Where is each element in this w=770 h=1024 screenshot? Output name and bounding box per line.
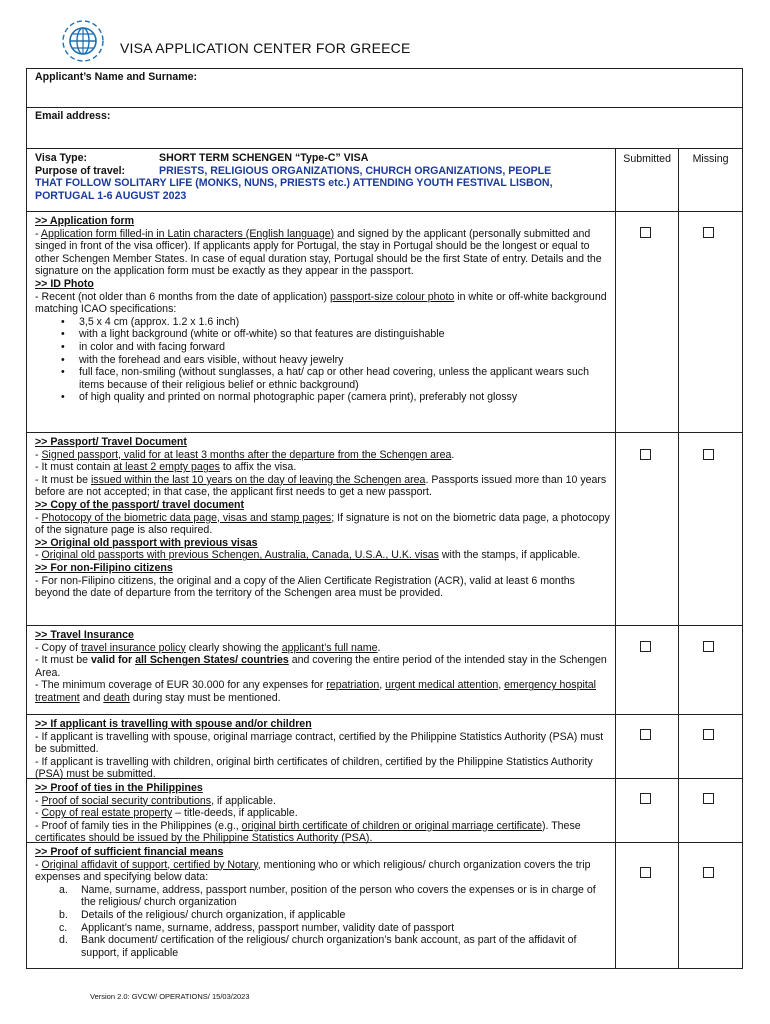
purpose-value-3: PORTUGAL 1-6 AUGUST 2023 xyxy=(35,189,187,202)
application-submitted-checkbox[interactable] xyxy=(640,227,651,238)
globe-logo-icon xyxy=(60,18,106,64)
insurance-missing-checkbox[interactable] xyxy=(703,641,714,652)
list-item: b. Details of the religious/ church organization, if applicable xyxy=(59,908,346,921)
financial-list xyxy=(35,884,611,960)
name-field-box[interactable] xyxy=(26,68,743,108)
spouse-submitted-checkbox[interactable] xyxy=(640,729,651,740)
spouse-missing-checkbox[interactable] xyxy=(703,729,714,740)
financial-cell: >> Proof of sufficient financial means - Original affidavit of support, certified by Notary, mentioning who or which religious/ church organization covers the trip expenses and specifying below data: a. Name, surname, address, passport number, position of the person who covers the expenses or is in charge of the religious/ church organization b. Details of the religious/ church organization, if applicable c. Applicant’s name, surname, address, passport number, validity date of passport d. Bank document/ certification of the religious/ church organization’s bank account, as part of the affidavit of support, if applicable xyxy=(27,843,616,968)
visa-type-cell xyxy=(27,149,616,211)
application-missing-checkbox[interactable] xyxy=(703,227,714,238)
email-label: Email address: xyxy=(35,110,111,122)
ties-missing-checkbox[interactable] xyxy=(703,793,714,804)
passport-submitted-checkbox[interactable] xyxy=(640,449,651,460)
list-item: • 3,5 x 4 cm (approx. 1.2 x 1.6 inch) xyxy=(79,316,611,329)
non-filipino-heading: >> For non-Filipino citizens xyxy=(35,561,173,574)
purpose-value-1: PRIESTS, RELIGIOUS ORGANIZATIONS, CHURCH ORGANIZATIONS, PEOPLE xyxy=(159,164,552,177)
submitted-header: Submitted xyxy=(616,149,679,211)
financial-row xyxy=(27,842,742,968)
list-item: • of high quality and printed on normal photographic paper (camera print), preferably not glossy xyxy=(79,391,611,404)
insurance-cell: >> Travel Insurance - Copy of travel insurance policy clearly showing the applicant’s full name. - It must be valid for all Schengen States/ countries and covering the entire period of the intended stay in the Schengen Area. - The minimum coverage of EUR 30.000 for any expenses for repatriation, urgent medical attention, emergency hospital treatment and death during stay must be mentioned. xyxy=(27,626,616,714)
purpose-label: Purpose of travel: xyxy=(35,164,126,177)
spouse-row xyxy=(27,714,742,781)
passport-cell: >> Passport/ Travel Document - Signed passport, valid for at least 3 months after the departure from the Schengen area. - It must contain at least 2 empty pages to affix the visa. - It must be issued within the last 10 years on the day of leaving the Schengen area. Passports issued more than 10 years before are not accepted; in that case, the applicant first needs to get a new passport. >> Copy of the passport/ travel document - Photocopy of the biometric data page, visas and stamp pages; If signature is not on the biometric data page, a photocopy of the signature page is also required. >> Original old passport with previous visas - Original old passports with previous Schengen, Australia, Canada, U.S.A., U.K. visas with the stamps, if applicable. >> For non-Filipino citizens - For non-Filipino citizens, the original and a copy of the Alien Certificate Registration (ACR), valid at least 6 months beyond the date of departure from the territory of the Schengen area must be provided. xyxy=(27,433,616,625)
old-passport-heading: >> Original old passport with previous visas xyxy=(35,536,258,549)
list-item: a. Name, surname, address, passport number, position of the person who covers the expenses or is in charge of the religious/ church organization xyxy=(59,883,596,909)
visa-type-row xyxy=(27,149,742,211)
application-form-heading: >> Application form xyxy=(35,215,135,227)
application-cell: >> Application form - Application form filled-in in Latin characters (English language) and signed by the applicant (personally submitted and singed in front of the visa officer). If applicants apply for Portugal, the stay in Portugal should be the longest or equal to other Schengen Member States. In case of equal duration stay, Portugal should be the first State of entry. Details and the signature on the application form must be exactly as they appear in the passport. >> ID Photo - Recent (not older than 6 months from the date of application) passport-size colour photo in white or off-white background matching ICAO specifications: • 3,5 x 4 cm (approx. 1.2 x 1.6 inch) • with a light background (white or off-white) so that features are distinguishable • in color and with facing forward • with the forehead and ears visible, without heavy jewelry • full face, non-smiling (without sunglasses, a hat/ cap or other head covering, unless the applicant wears such items because of their religious belief or ethnic background) • of high quality and printed on normal photographic paper (camera print), preferably not glossy xyxy=(27,212,616,432)
passport-missing-checkbox[interactable] xyxy=(703,449,714,460)
insurance-row xyxy=(27,625,742,714)
photo-spec-list xyxy=(35,316,611,404)
insurance-submitted-checkbox[interactable] xyxy=(640,641,651,652)
passport-copy-heading: >> Copy of the passport/ travel document xyxy=(35,498,244,511)
financial-heading: >> Proof of sufficient financial means xyxy=(35,846,224,858)
missing-header: Missing xyxy=(692,153,729,165)
passport-row xyxy=(27,432,742,625)
list-item: • in color and with facing forward xyxy=(79,341,611,354)
name-label: Applicant’s Name and Surname: xyxy=(35,71,198,83)
ties-heading: >> Proof of ties in the Philippines xyxy=(35,782,203,794)
spouse-cell: >> If applicant is travelling with spouse and/or children - If applicant is travelling with spouse, original marriage contract, certified by the Philippine Statistics Authority (PSA) must be submitted. - If applicant is travelling with children, original birth certificates of children, certified by the Philippine Statistics Authority (PSA) must be submitted. xyxy=(27,715,616,778)
application-row xyxy=(27,211,742,432)
spouse-heading: >> If applicant is travelling with spouse and/or children xyxy=(35,718,312,730)
passport-heading: >> Passport/ Travel Document xyxy=(35,436,187,448)
email-field-box[interactable] xyxy=(26,107,743,149)
ties-submitted-checkbox[interactable] xyxy=(640,793,651,804)
financial-missing-checkbox[interactable] xyxy=(703,867,714,878)
version-footer: Version 2.0: GVCW/ OPERATIONS/ 15/03/2023 xyxy=(90,992,250,1001)
insurance-heading: >> Travel Insurance xyxy=(35,629,134,641)
list-item: • with a light background (white or off-white) so that features are distinguishable xyxy=(79,328,611,341)
visa-type-value: SHORT TERM SCHENGEN “Type-C” VISA xyxy=(159,152,369,164)
visa-type-label: Visa Type: xyxy=(35,152,88,164)
ties-cell: >> Proof of ties in the Philippines - Proof of social security contributions, if applicable. - Copy of real estate property – title-deeds, if applicable. - Proof of family ties in the Philippines (e.g., original birth certificate of children or original marriage certificate). These certificates should be issued by the Philippine Statistics Authority (PSA). xyxy=(27,779,616,842)
purpose-value-2: THAT FOLLOW SOLITARY LIFE (MONKS, NUNS, PRIESTS etc.) ATTENDING YOUTH FESTIVAL LISBON, xyxy=(35,177,553,190)
list-item: • with the forehead and ears visible, without heavy jewelry xyxy=(79,354,611,367)
page-title: VISA APPLICATION CENTER FOR GREECE xyxy=(120,40,411,56)
requirements-table xyxy=(26,148,743,969)
list-item: c. Applicant’s name, surname, address, passport number, validity date of passport xyxy=(59,921,455,934)
id-photo-heading: >> ID Photo xyxy=(35,277,94,290)
ties-row xyxy=(27,778,742,845)
financial-submitted-checkbox[interactable] xyxy=(640,867,651,878)
list-item: d. Bank document/ certification of the religious/ church organization’s bank account, as part of the affidavit of support, if applicable xyxy=(59,934,577,959)
list-item: • full face, non-smiling (without sunglasses, a hat/ cap or other head covering, unless the applicant wears such items because of their religious belief or ethnic background) xyxy=(79,366,611,391)
